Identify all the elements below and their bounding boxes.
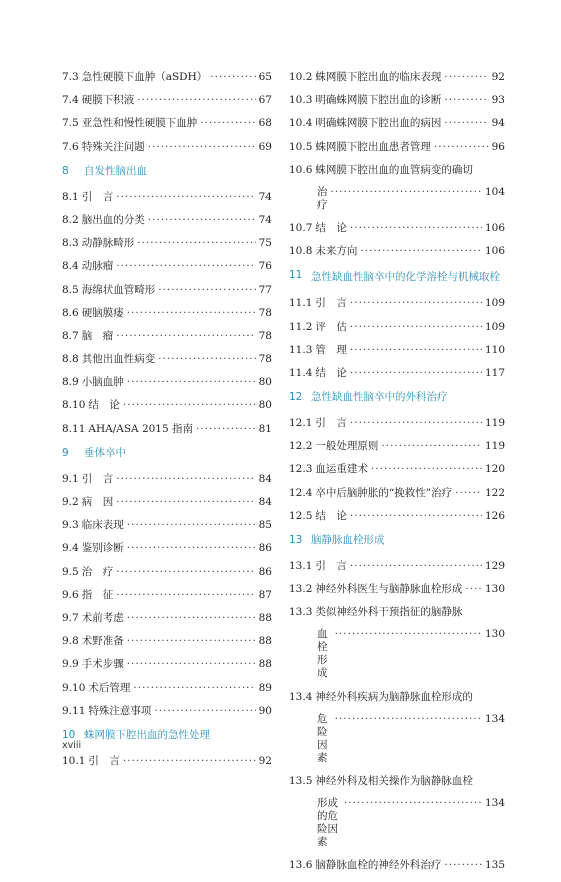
toc-entry-continuation — [289, 186, 505, 212]
toc-entry[interactable] — [289, 245, 505, 258]
toc-left-column — [62, 71, 272, 778]
page-number: 130 — [484, 628, 505, 641]
toc-entry-line — [289, 691, 505, 704]
page-number: 88 — [258, 658, 272, 671]
page-number: 94 — [491, 117, 505, 130]
dot-leader — [127, 658, 256, 671]
page-number: 104 — [484, 185, 505, 198]
toc-entry[interactable] — [62, 566, 272, 579]
section-number: 12.4 — [289, 486, 313, 499]
section-title: 神经外科及相关操作为脑静脉血栓 — [315, 774, 473, 787]
section-number: 12.2 — [289, 440, 313, 453]
dot-leader — [350, 367, 482, 380]
section-number: 9.8 — [62, 635, 79, 648]
dot-leader — [350, 560, 482, 573]
toc-entry-line — [289, 606, 505, 619]
page-number: 130 — [484, 583, 505, 596]
page-number: 92 — [491, 71, 505, 83]
toc-entry[interactable] — [62, 705, 272, 718]
page-number: 78 — [258, 306, 272, 319]
page-number: 135 — [484, 858, 505, 871]
page-number: 75 — [258, 237, 272, 250]
page-number: 90 — [258, 704, 272, 717]
page-number: 76 — [258, 260, 272, 273]
toc-entry[interactable] — [62, 589, 272, 602]
dot-leader — [350, 510, 482, 523]
dot-leader — [350, 344, 482, 357]
section-number: 9.9 — [62, 658, 79, 671]
dot-leader — [123, 399, 256, 412]
section-number: 8.11 — [62, 422, 86, 435]
dot-leader — [350, 222, 482, 235]
section-title: 特殊注意事项 — [88, 704, 152, 717]
toc-entry[interactable] — [289, 117, 505, 130]
toc-entry[interactable] — [62, 612, 272, 625]
page-number: 126 — [484, 509, 505, 522]
section-title: 一般处理原则 — [315, 440, 379, 453]
section-title: 指 征 — [81, 588, 114, 601]
page-number: 119 — [484, 417, 505, 430]
section-number: 10.8 — [289, 245, 313, 258]
section-title-continued: 危险因素 — [317, 712, 328, 764]
page-number: 88 — [258, 611, 272, 624]
toc-entry[interactable] — [289, 164, 505, 212]
section-title: 引 言 — [315, 417, 347, 430]
dot-leader — [210, 71, 255, 84]
section-number: 10.4 — [289, 117, 313, 130]
section-number: 9.5 — [62, 565, 79, 578]
section-title: 海绵状血管畸形 — [81, 283, 156, 296]
chapter-title: 急性缺血性脑卒中的化学溶栓与机械取栓 — [311, 271, 500, 284]
section-number: 10.1 — [62, 754, 86, 767]
section-number: 7.3 — [62, 71, 79, 83]
chapter-number: 13 — [289, 534, 303, 546]
section-number: 7.5 — [62, 117, 79, 130]
page-number: 87 — [258, 588, 272, 601]
section-number: 11.1 — [289, 297, 313, 310]
section-number: 7.4 — [62, 94, 79, 107]
toc-entry[interactable] — [62, 423, 272, 436]
section-title: 脑 瘤 — [81, 329, 114, 342]
chapter-number: 8 — [62, 164, 69, 177]
dot-leader — [444, 859, 482, 872]
page-number: 110 — [484, 343, 505, 356]
dot-leader — [350, 417, 482, 430]
page-number: 122 — [484, 486, 505, 499]
page-number: 89 — [258, 681, 272, 694]
toc-entry[interactable] — [62, 237, 272, 250]
section-number: 9.10 — [62, 681, 86, 694]
toc-entry[interactable] — [289, 463, 505, 476]
section-number: 8.7 — [62, 329, 79, 342]
page-number: 78 — [258, 353, 272, 366]
dot-leader — [127, 307, 256, 320]
page-number: 129 — [484, 560, 505, 572]
dot-leader — [200, 117, 255, 130]
chapter-heading[interactable] — [62, 164, 272, 178]
page-number: 109 — [484, 297, 505, 310]
chapter-heading[interactable] — [289, 533, 505, 547]
section-number: 9.4 — [62, 542, 79, 555]
section-title: 临床表现 — [81, 519, 124, 532]
dot-leader — [127, 612, 256, 625]
chapter-number: 10 — [62, 728, 76, 741]
section-title: 引 言 — [81, 190, 114, 203]
toc-entry[interactable] — [289, 510, 505, 523]
dot-leader — [335, 713, 482, 726]
dot-leader — [116, 473, 255, 486]
page-number: 106 — [484, 245, 505, 258]
dot-leader — [116, 330, 255, 343]
toc-entry-line — [289, 775, 505, 788]
section-title: 治 疗 — [81, 565, 114, 578]
toc-entry[interactable] — [62, 330, 272, 343]
section-number: 7.6 — [62, 140, 79, 153]
page-number: 78 — [258, 329, 272, 342]
page-folio: xviii — [62, 740, 82, 751]
toc-entry[interactable] — [62, 658, 272, 671]
section-number: 13.2 — [289, 583, 313, 596]
section-number: 9.2 — [62, 496, 79, 508]
section-title: 术前考虑 — [81, 611, 124, 624]
section-title: 神经外科疾病为脑静脉血栓形成的 — [315, 690, 473, 703]
toc-entry[interactable] — [62, 284, 272, 297]
chapter-number: 11 — [289, 269, 303, 282]
page-number: 109 — [484, 320, 505, 333]
dot-leader — [148, 214, 256, 227]
page-number: 77 — [258, 283, 272, 296]
section-number: 12.5 — [289, 509, 313, 522]
page-number: 92 — [258, 754, 272, 767]
section-number: 9.3 — [62, 519, 79, 532]
toc-entry[interactable] — [62, 94, 272, 107]
dot-leader — [444, 71, 488, 84]
toc-entry[interactable] — [289, 344, 505, 357]
dot-leader — [434, 141, 489, 154]
chapter-heading[interactable] — [289, 268, 505, 286]
section-number: 11.4 — [289, 366, 313, 379]
section-title: 结 论 — [315, 366, 347, 379]
section-number: 12.3 — [289, 463, 313, 476]
page-number: 119 — [484, 440, 505, 453]
toc-entry[interactable] — [289, 606, 505, 680]
toc-entry[interactable] — [62, 473, 272, 486]
section-title: 亚急性和慢性硬膜下血肿 — [81, 117, 198, 130]
toc-entry[interactable] — [62, 755, 272, 768]
dot-leader — [116, 496, 255, 509]
dot-leader — [123, 755, 256, 768]
dot-leader — [331, 186, 482, 199]
dot-leader — [127, 542, 256, 555]
dot-leader — [444, 94, 488, 107]
chapter-title: 急性缺血性脑卒中的外科治疗 — [311, 391, 448, 404]
section-title: 小脑血肿 — [81, 376, 124, 389]
section-title: 脑出血的分类 — [81, 213, 145, 226]
section-title: 引 言 — [315, 560, 347, 572]
toc-entry[interactable] — [289, 691, 505, 765]
section-number: 9.11 — [62, 704, 86, 717]
section-title: 术后管理 — [88, 681, 131, 694]
section-number: 10.7 — [289, 221, 313, 234]
section-title: 结 论 — [315, 221, 347, 234]
toc-entry[interactable] — [62, 376, 272, 389]
section-number: 8.4 — [62, 260, 79, 273]
chapter-heading[interactable] — [62, 446, 272, 460]
toc-entry[interactable] — [289, 775, 505, 849]
section-title: 硬膜下积液 — [81, 94, 135, 107]
dot-leader — [148, 141, 256, 154]
toc-entry[interactable] — [62, 214, 272, 227]
section-number: 10.5 — [289, 140, 313, 153]
section-number: 11.2 — [289, 320, 313, 333]
section-title: 引 言 — [81, 472, 114, 485]
dot-leader — [360, 245, 482, 258]
page-number: 68 — [258, 117, 272, 130]
page-number: 96 — [491, 140, 505, 153]
toc-entry[interactable] — [289, 487, 505, 500]
chapter-heading[interactable] — [289, 390, 505, 404]
chapter-number: 12 — [289, 391, 303, 404]
section-title-continued: 形成的危险因素 — [317, 796, 338, 848]
section-number: 11.3 — [289, 343, 313, 356]
dot-leader — [116, 589, 255, 602]
section-number: 13.5 — [289, 774, 313, 787]
section-title: 评 估 — [315, 320, 347, 333]
toc-entry[interactable] — [289, 417, 505, 430]
section-number: 8.5 — [62, 283, 79, 296]
page-number: 120 — [484, 463, 505, 476]
toc-entry[interactable] — [289, 222, 505, 235]
dot-leader — [350, 321, 482, 334]
section-number: 8.9 — [62, 376, 79, 389]
toc-entry[interactable] — [62, 307, 272, 320]
toc-entry[interactable] — [62, 682, 272, 695]
chapter-title: 自发性脑出血 — [84, 164, 147, 177]
chapter-number: 9 — [62, 446, 69, 459]
toc-entry-line — [289, 164, 505, 177]
toc-entry[interactable] — [289, 141, 505, 154]
dot-leader — [335, 628, 482, 641]
section-number: 8.3 — [62, 237, 79, 250]
toc-entry[interactable] — [289, 859, 505, 872]
toc-entry[interactable] — [62, 519, 272, 532]
toc-entry[interactable] — [62, 399, 272, 412]
section-title: 手术步骤 — [81, 658, 124, 671]
section-title: 蛛网膜下腔出血的临床表现 — [315, 71, 442, 83]
dot-leader — [116, 260, 255, 273]
toc-entry[interactable] — [62, 542, 272, 555]
section-number: 9.7 — [62, 611, 79, 624]
toc-right-column — [289, 71, 505, 882]
section-title: 脑静脉血栓的神经外科治疗 — [315, 858, 442, 871]
dot-leader — [371, 463, 482, 476]
dot-leader — [196, 423, 256, 436]
section-title: 明确蛛网膜下腔出血的诊断 — [315, 94, 442, 107]
section-title: AHA/ASA 2015 指南 — [88, 422, 194, 435]
dot-leader — [154, 705, 255, 718]
section-title: 动静脉畸形 — [81, 237, 135, 250]
page-number: 86 — [258, 542, 272, 555]
dot-leader — [381, 440, 482, 453]
toc-entry[interactable] — [289, 367, 505, 380]
page-number: 69 — [258, 140, 272, 153]
chapter-title: 脑静脉血栓形成 — [311, 534, 385, 546]
section-title: 明确蛛网膜下腔出血的病因 — [315, 117, 442, 130]
section-number: 8.6 — [62, 306, 79, 319]
page-number: 86 — [258, 565, 272, 578]
section-number: 9.6 — [62, 588, 79, 601]
section-title-continued: 治疗 — [317, 185, 328, 211]
chapter-title: 蛛网膜下腔出血的急性处理 — [84, 728, 210, 741]
dot-leader — [158, 284, 255, 297]
page-number: 80 — [258, 376, 272, 389]
dot-leader — [127, 635, 256, 648]
dot-leader — [455, 487, 482, 500]
section-number: 10.3 — [289, 94, 313, 107]
section-number: 8.2 — [62, 213, 79, 226]
section-title: 卒中后脑肿胀的“挽救性”治疗 — [315, 486, 453, 499]
chapter-heading[interactable] — [62, 728, 272, 742]
section-number: 10.2 — [289, 71, 313, 83]
section-number: 13.6 — [289, 858, 313, 871]
toc-entry[interactable] — [289, 71, 505, 84]
toc-entry-continuation — [289, 628, 505, 680]
section-number: 12.1 — [289, 417, 313, 430]
section-title: 管 理 — [315, 343, 347, 356]
dot-leader — [137, 94, 255, 107]
toc-entry[interactable] — [62, 635, 272, 648]
section-number: 8.8 — [62, 353, 79, 366]
toc-entry[interactable] — [62, 71, 272, 84]
dot-leader — [344, 797, 482, 810]
page-number: 80 — [258, 399, 272, 412]
dot-leader — [127, 376, 256, 389]
toc-entry[interactable] — [62, 191, 272, 204]
section-title: 引 言 — [88, 754, 120, 767]
dot-leader — [350, 297, 482, 310]
toc-entry[interactable] — [289, 583, 505, 596]
toc-entry[interactable] — [289, 440, 505, 453]
dot-leader — [137, 237, 255, 250]
section-title: 特殊关注问题 — [81, 140, 145, 153]
section-title: 结 论 — [88, 399, 120, 412]
page-number: 74 — [258, 213, 272, 226]
section-title: 蛛网膜下腔出血患者管理 — [315, 140, 431, 153]
toc-entry-continuation — [289, 797, 505, 849]
section-title: 急性硬膜下血肿（aSDH） — [81, 71, 208, 83]
section-title-continued: 血栓形成 — [317, 628, 328, 680]
section-title: 引 言 — [315, 297, 347, 310]
section-title: 结 论 — [315, 509, 347, 522]
section-title: 术野准备 — [81, 635, 124, 648]
section-number: 10.6 — [289, 163, 313, 176]
section-number: 13.1 — [289, 560, 313, 572]
page-number: 93 — [491, 94, 505, 107]
page-number: 67 — [258, 94, 272, 107]
toc-entry[interactable] — [289, 94, 505, 107]
section-number: 13.3 — [289, 606, 313, 619]
dot-leader — [127, 519, 256, 532]
toc-entry-continuation — [289, 713, 505, 765]
section-title: 血运重建术 — [315, 463, 368, 476]
section-number: 8.10 — [62, 399, 86, 412]
dot-leader — [465, 583, 482, 596]
section-title: 硬脑膜瘘 — [81, 306, 124, 319]
toc-entry[interactable] — [289, 560, 505, 573]
dot-leader — [444, 117, 488, 130]
section-title: 病 因 — [81, 496, 114, 508]
section-title: 动脉瘤 — [81, 260, 114, 273]
section-title: 类似神经外科干预指征的脑静脉 — [315, 606, 463, 619]
toc-entry[interactable] — [289, 297, 505, 310]
page-number: 85 — [258, 519, 272, 532]
toc-entry[interactable] — [62, 496, 272, 509]
section-title: 蛛网膜下腔出血的血管病变的确切 — [315, 163, 473, 176]
toc-entry[interactable] — [62, 141, 272, 154]
page-number: 117 — [484, 366, 505, 379]
dot-leader — [116, 191, 255, 204]
page-number: 84 — [258, 496, 272, 508]
page-number: 106 — [484, 221, 505, 234]
dot-leader — [133, 682, 255, 695]
page-number: 84 — [258, 472, 272, 485]
section-number: 9.1 — [62, 472, 79, 485]
dot-leader — [158, 353, 255, 366]
page-number: 134 — [484, 796, 505, 809]
section-number: 8.1 — [62, 190, 79, 203]
section-title: 其他出血性病变 — [81, 353, 156, 366]
page-number: 134 — [484, 712, 505, 725]
dot-leader — [116, 566, 255, 579]
section-title: 鉴别诊断 — [81, 542, 124, 555]
toc-entry[interactable] — [289, 321, 505, 334]
page-number: 65 — [258, 71, 272, 83]
page-number: 81 — [258, 422, 272, 435]
chapter-title: 垂体卒中 — [84, 446, 126, 459]
section-title: 神经外科医生与脑静脉血栓形成 — [315, 583, 463, 596]
section-number: 13.4 — [289, 690, 313, 703]
toc-entry[interactable] — [62, 353, 272, 366]
section-title: 未来方向 — [315, 245, 358, 258]
toc-entry[interactable] — [62, 260, 272, 273]
toc-entry[interactable] — [62, 117, 272, 130]
page-number: 74 — [258, 190, 272, 203]
page-number: 88 — [258, 635, 272, 648]
